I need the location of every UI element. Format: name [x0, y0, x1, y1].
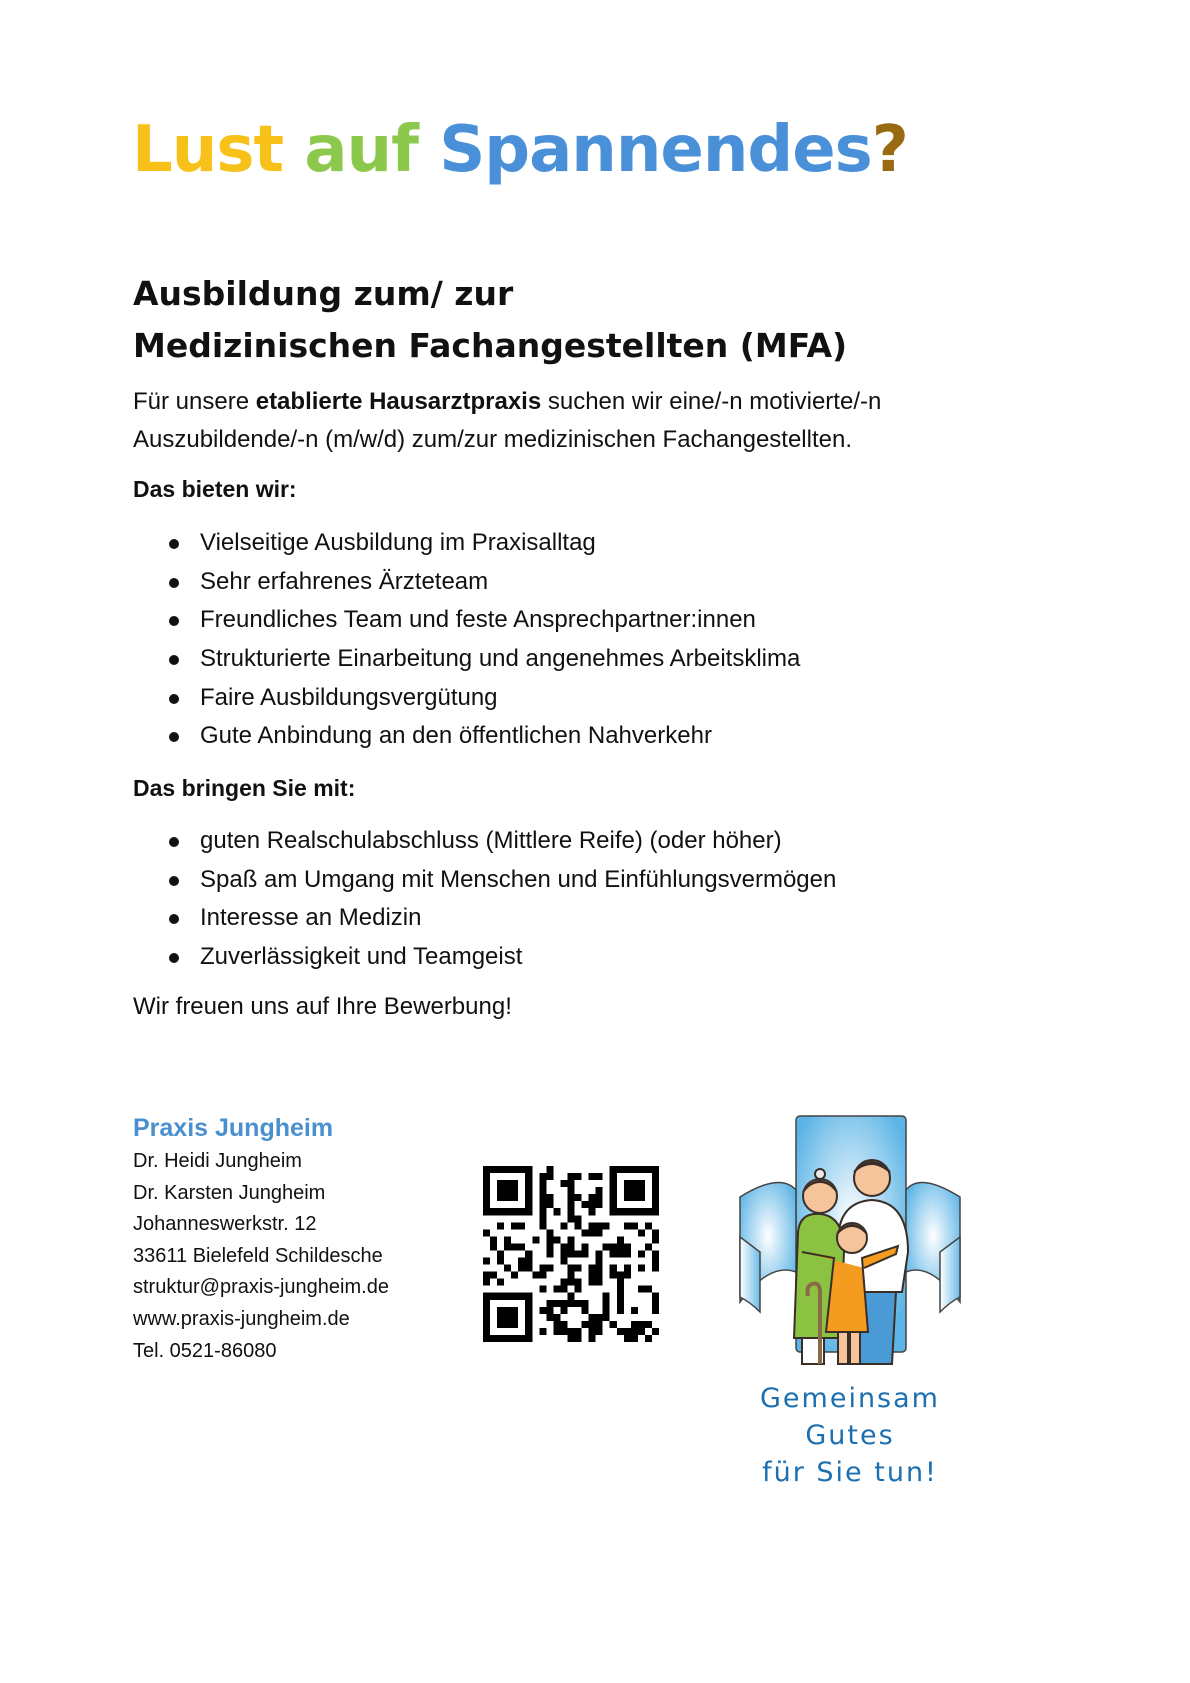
- street-address: Johanneswerkstr. 12: [133, 1213, 317, 1236]
- offer-list: [133, 524, 800, 756]
- offer-item: Faire Ausbildungsvergütung: [133, 679, 800, 718]
- doctor-2: Dr. Karsten Jungheim: [133, 1181, 326, 1204]
- bullet-icon: [169, 837, 179, 847]
- qr-code-icon[interactable]: [483, 1166, 659, 1342]
- practice-name: Praxis Jungheim: [133, 1114, 334, 1142]
- offer-heading: Das bieten wir:: [133, 476, 297, 502]
- offer-item: Strukturierte Einarbeitung und angenehmes Arbeitsklima: [133, 640, 800, 679]
- contact-block: [133, 1110, 389, 1367]
- headline: [132, 113, 908, 187]
- bullet-icon: [169, 655, 179, 665]
- job-title-line-2: Medizinischen Fachangestellten (MFA): [133, 326, 848, 365]
- closing-text: Wir freuen uns auf Ihre Bewerbung!: [133, 993, 512, 1020]
- intro-suffix: suchen wir eine/-n motivierte/-n Auszubildende/-n (m/w/d) zum/zur medizinischen Fachangestellten.: [133, 388, 882, 453]
- offer-item: Gute Anbindung an den öffentlichen Nahverkehr: [133, 717, 800, 756]
- doctor-1: Dr. Heidi Jungheim: [133, 1150, 302, 1172]
- intro-prefix: Für unsere: [133, 388, 256, 415]
- headline-word-3: Spannendes: [439, 113, 872, 187]
- requirement-item: Interesse an Medizin: [133, 899, 836, 938]
- requirements-heading: Das bringen Sie mit:: [133, 775, 356, 801]
- requirement-item: Zuverlässigkeit und Teamgeist: [133, 938, 836, 977]
- tagline-line-2: für Sie tun!: [762, 1457, 938, 1488]
- job-title-line-1: Ausbildung zum/ zur: [133, 274, 514, 313]
- logo-tagline: [720, 1380, 980, 1491]
- bullet-icon: [169, 616, 179, 626]
- job-title: [133, 268, 847, 372]
- requirement-item: Spaß am Umgang mit Menschen und Einfühlungsvermögen: [133, 861, 836, 900]
- tagline-line-1: Gemeinsam Gutes: [760, 1383, 940, 1451]
- headline-question-mark: ?: [871, 113, 908, 187]
- bullet-icon: [169, 732, 179, 742]
- headline-word-1: Lust: [132, 113, 284, 187]
- email-link[interactable]: struktur@praxis-jungheim.de: [133, 1276, 389, 1299]
- requirements-list: [133, 822, 836, 977]
- city-address: 33611 Bielefeld Schildesche: [133, 1244, 383, 1267]
- headline-word-2: auf: [304, 113, 418, 187]
- offer-item: Sehr erfahrenes Ärzteteam: [133, 563, 800, 602]
- bullet-icon: [169, 914, 179, 924]
- intro-bold: etablierte Hausarztpraxis: [255, 388, 542, 415]
- bullet-icon: [169, 694, 179, 704]
- intro-paragraph: [133, 383, 993, 459]
- offer-item: Freundliches Team und feste Ansprechpartner:innen: [133, 601, 800, 640]
- bullet-icon: [169, 578, 179, 588]
- requirement-item: guten Realschulabschluss (Mittlere Reife) (oder höher): [133, 822, 836, 861]
- website-link[interactable]: www.praxis-jungheim.de: [133, 1307, 350, 1330]
- bullet-icon: [169, 876, 179, 886]
- offer-item: Vielseitige Ausbildung im Praxisalltag: [133, 524, 800, 563]
- phone-number: Tel. 0521-86080: [133, 1339, 277, 1362]
- bullet-icon: [169, 539, 179, 549]
- bullet-icon: [169, 953, 179, 963]
